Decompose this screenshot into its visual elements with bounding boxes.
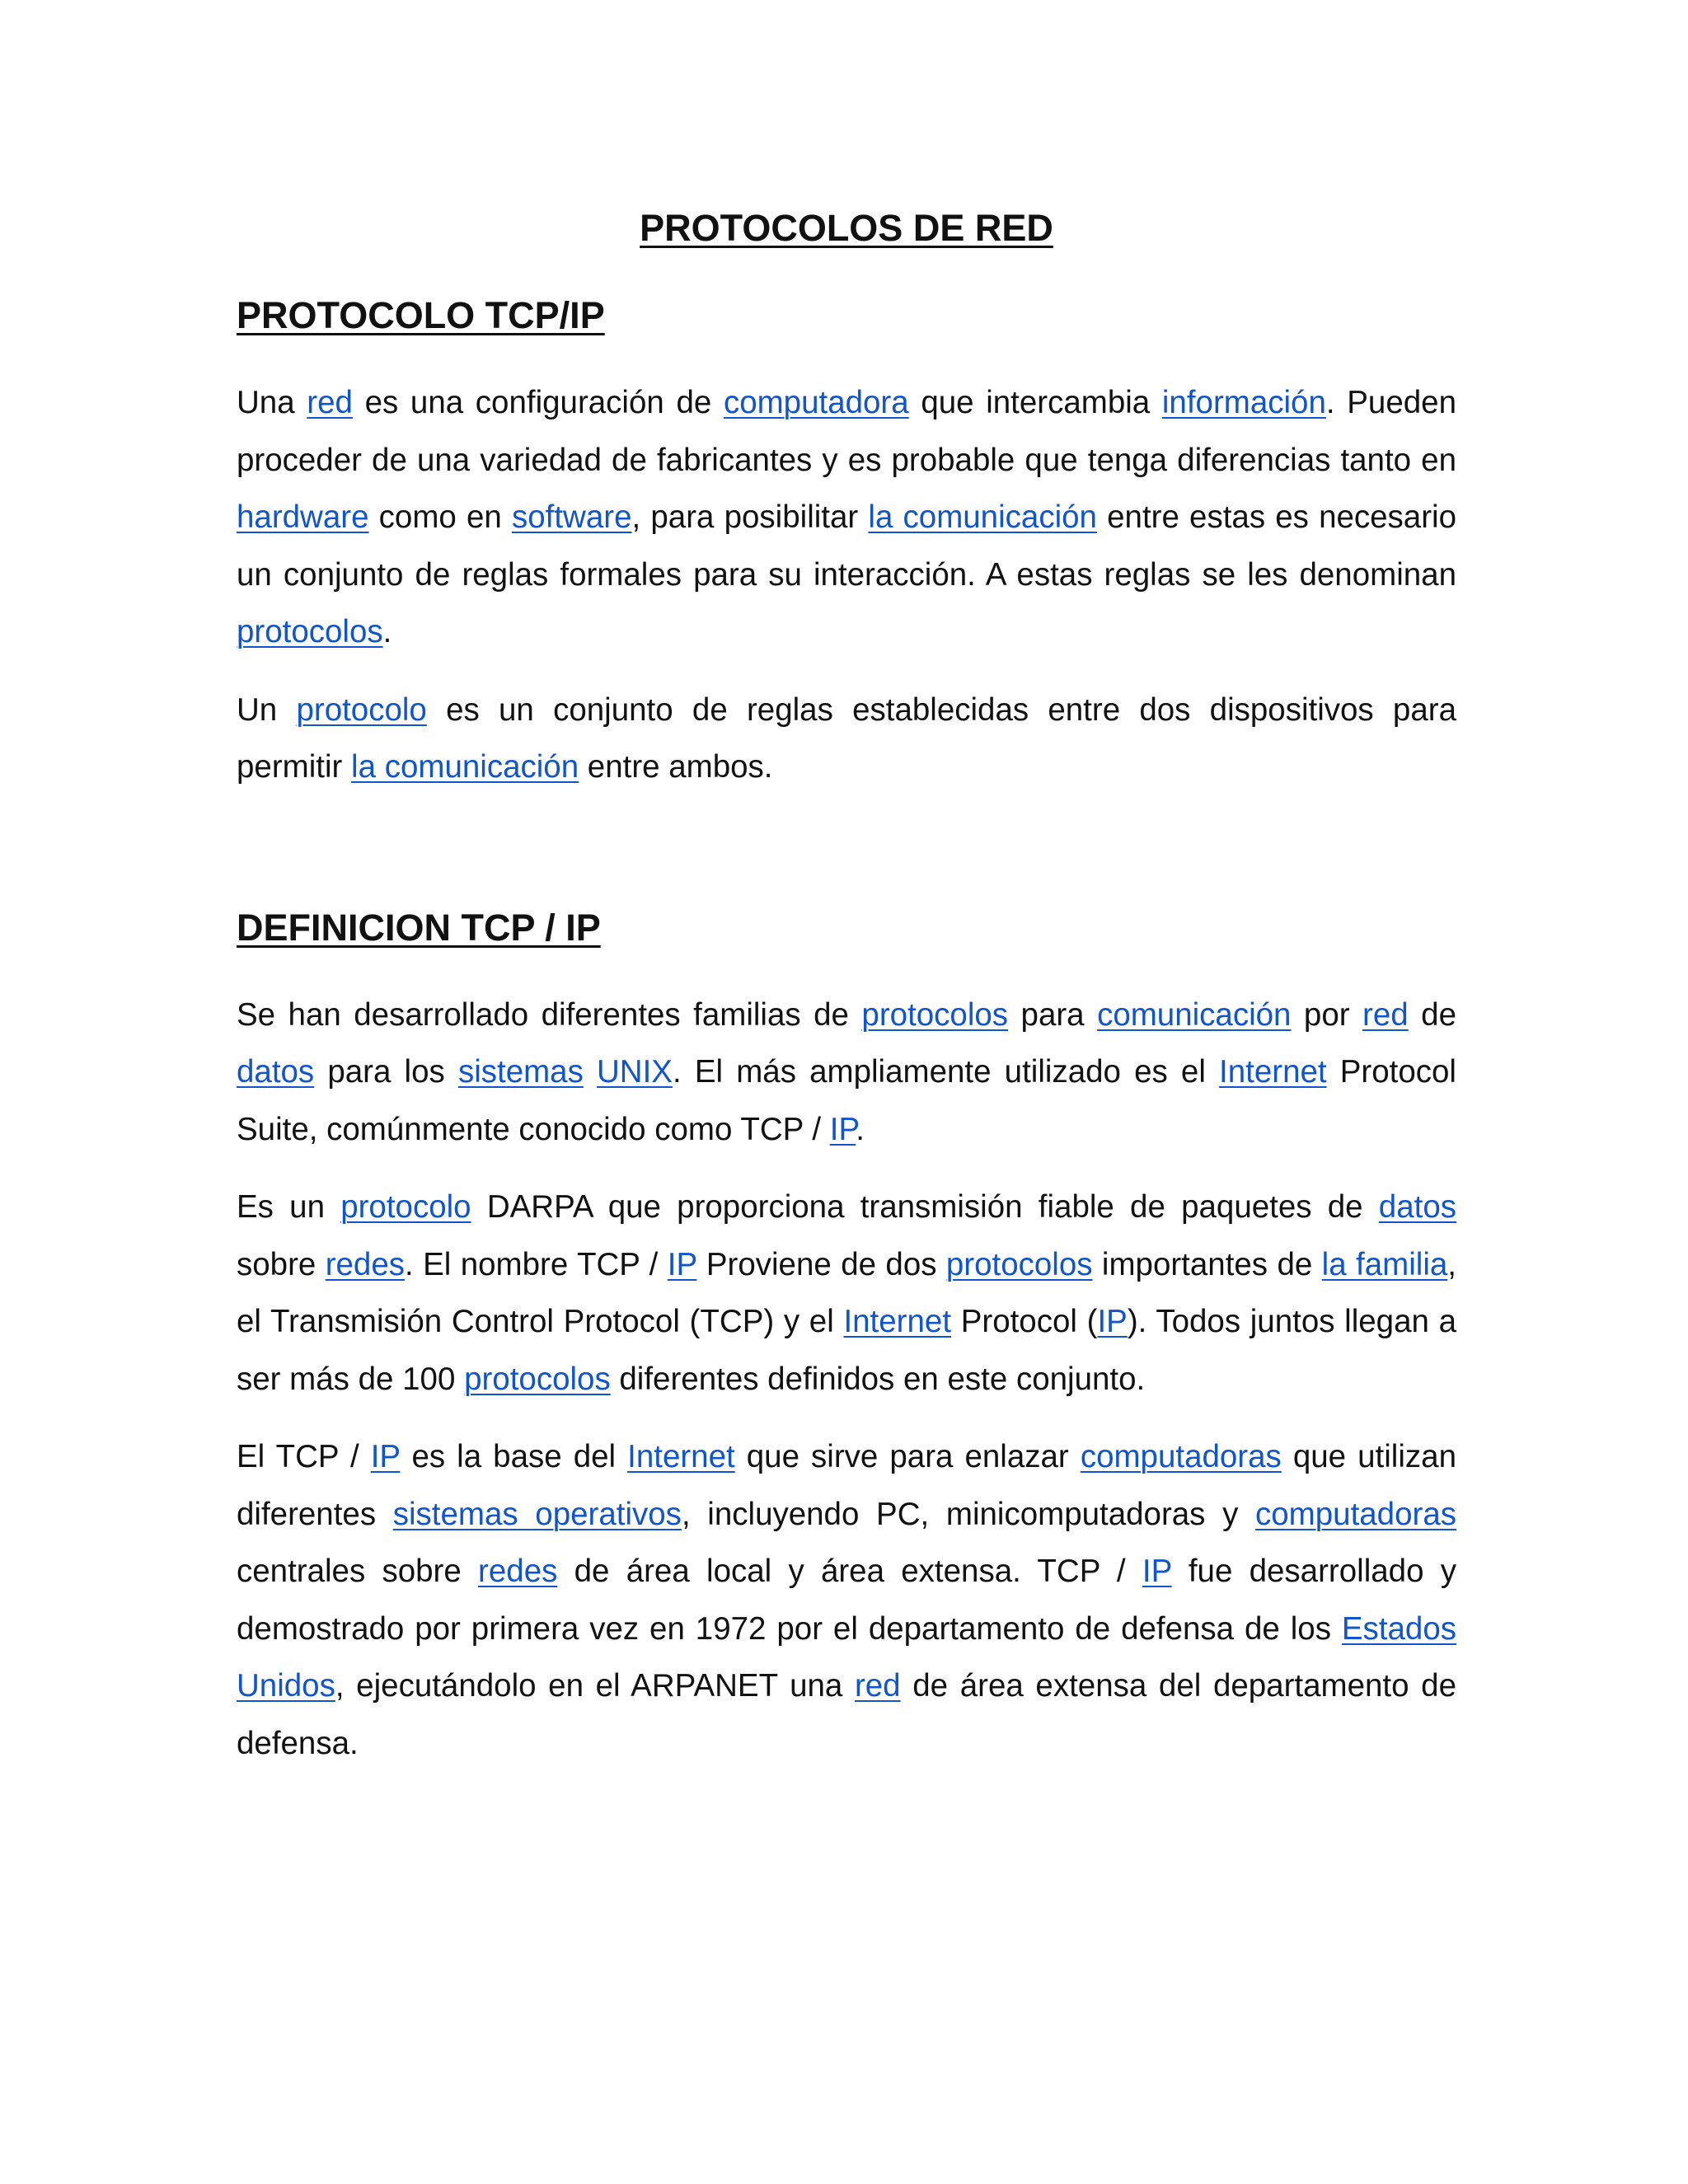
text-run: . [382, 614, 392, 649]
section-heading: PROTOCOLO TCP/IP [237, 294, 605, 336]
text-run: que sirve para enlazar [734, 1439, 1081, 1474]
text-run: , incluyendo PC, minicomputadoras y [681, 1496, 1256, 1532]
text-run: Protocol ( [951, 1304, 1098, 1339]
text-run: Una [237, 385, 307, 420]
hyperlink[interactable]: protocolo [296, 691, 427, 728]
text-run: de área extensa del departamento de defensa. [237, 1668, 1456, 1761]
text-run: , el Transmisión Control Protocol (TCP) y el [237, 1246, 1456, 1339]
section-definicion-tcp-ip [237, 906, 1456, 1773]
hyperlink[interactable]: IP [370, 1439, 401, 1474]
text-run: . Pueden proceder de una variedad de fabricantes y es probable que tenga diferencias tanto en [237, 385, 1456, 478]
hyperlink[interactable]: protocolos [464, 1361, 611, 1397]
paragraph [237, 987, 1456, 1159]
paragraph [237, 682, 1456, 796]
hyperlink[interactable]: protocolos [945, 1246, 1093, 1282]
text-run: para [1008, 996, 1098, 1033]
hyperlink[interactable]: protocolos [237, 614, 383, 649]
text-run: diferentes definidos en este conjunto. [610, 1361, 1146, 1397]
hyperlink[interactable]: computadora [723, 385, 909, 420]
hyperlink[interactable]: hardware [237, 499, 369, 535]
text-run: El TCP / [237, 1439, 371, 1474]
text-run: sobre [237, 1246, 326, 1282]
text-run: Proviene de dos [696, 1246, 946, 1282]
text-run: ). Todos juntos llegan a ser más de 100 [237, 1304, 1456, 1397]
hyperlink[interactable]: software [512, 499, 632, 535]
hyperlink[interactable]: datos [237, 1054, 315, 1090]
hyperlink[interactable]: Internet [843, 1304, 952, 1339]
section-spacer [237, 817, 1456, 906]
hyperlink[interactable]: redes [478, 1554, 558, 1589]
text-run: para los [314, 1054, 458, 1090]
hyperlink[interactable]: protocolos [861, 996, 1009, 1033]
section-protocolo-tcp-ip [237, 293, 1456, 796]
hyperlink[interactable]: UNIX [597, 1054, 673, 1090]
paragraph [237, 1179, 1456, 1408]
hyperlink[interactable]: red [854, 1668, 901, 1704]
hyperlink[interactable]: sistemas [457, 1054, 584, 1090]
text-run: que intercambia [908, 385, 1162, 420]
hyperlink[interactable]: IP [829, 1111, 856, 1147]
hyperlink[interactable]: sistemas operativos [392, 1496, 682, 1532]
hyperlink[interactable]: red [307, 385, 353, 420]
hyperlink[interactable]: comunicación [1097, 996, 1292, 1033]
text-run: . El nombre TCP / [405, 1246, 668, 1282]
text-run: , para posibilitar [631, 499, 869, 535]
section-heading: DEFINICION TCP / IP [237, 906, 601, 949]
hyperlink[interactable]: computadoras [1080, 1439, 1282, 1474]
hyperlink[interactable]: datos [1378, 1189, 1456, 1225]
hyperlink[interactable]: la comunicación [351, 749, 579, 785]
paragraph [237, 374, 1456, 661]
hyperlink[interactable]: protocolo [340, 1189, 471, 1225]
hyperlink[interactable]: red [1362, 996, 1409, 1033]
text-run: Se han desarrollado diferentes familias de [237, 996, 862, 1033]
text-run: Un [237, 691, 297, 728]
text-run: Es un [237, 1189, 341, 1225]
text-run: importantes de [1092, 1246, 1322, 1282]
text-run: como en [368, 499, 512, 535]
text-run: , ejecutándolo en el ARPANET una [335, 1668, 855, 1704]
text-run: DARPA que proporciona transmisión fiable de paquetes de [471, 1189, 1379, 1225]
text-run: entre ambos. [579, 749, 773, 785]
text-run: es un conjunto de reglas establecidas entre dos dispositivos para permitir [237, 691, 1456, 785]
hyperlink[interactable]: Internet [627, 1439, 735, 1474]
hyperlink[interactable]: Estados Unidos [237, 1610, 1456, 1704]
hyperlink[interactable]: la comunicación [868, 499, 1097, 535]
text-run: de [1408, 996, 1456, 1033]
hyperlink[interactable]: computadoras [1255, 1496, 1456, 1532]
hyperlink[interactable]: redes [325, 1246, 406, 1282]
text-run: es la base del [400, 1439, 628, 1474]
text-run: fue desarrollado y demostrado por primera vez en 1972 por el departamento de defensa de los [237, 1554, 1457, 1647]
hyperlink[interactable]: IP [667, 1246, 697, 1282]
text-run [584, 1054, 597, 1090]
text-run: entre estas es necesario un conjunto de reglas formales para su interacción. A estas reglas se les denominan [237, 499, 1456, 593]
text-run: . El más ampliamente utilizado es el [672, 1054, 1220, 1090]
hyperlink[interactable]: Internet [1219, 1054, 1327, 1090]
hyperlink[interactable]: IP [1142, 1554, 1172, 1589]
text-run: que utilizan diferentes [237, 1439, 1456, 1532]
hyperlink[interactable]: IP [1097, 1304, 1128, 1339]
text-run: . [856, 1111, 865, 1147]
text-run: de área local y área extensa. TCP / [557, 1554, 1142, 1589]
document-title: PROTOCOLOS DE RED [640, 207, 1053, 249]
text-run: es una configuración de [352, 385, 724, 420]
text-run: por [1291, 996, 1363, 1033]
text-run: Protocol Suite, comúnmente conocido como TCP / [237, 1054, 1456, 1147]
hyperlink[interactable]: información [1161, 385, 1326, 420]
document-body [237, 206, 1456, 1793]
paragraph [237, 1428, 1456, 1772]
text-run: centrales sobre [237, 1554, 479, 1589]
hyperlink[interactable]: la familia [1321, 1246, 1448, 1282]
